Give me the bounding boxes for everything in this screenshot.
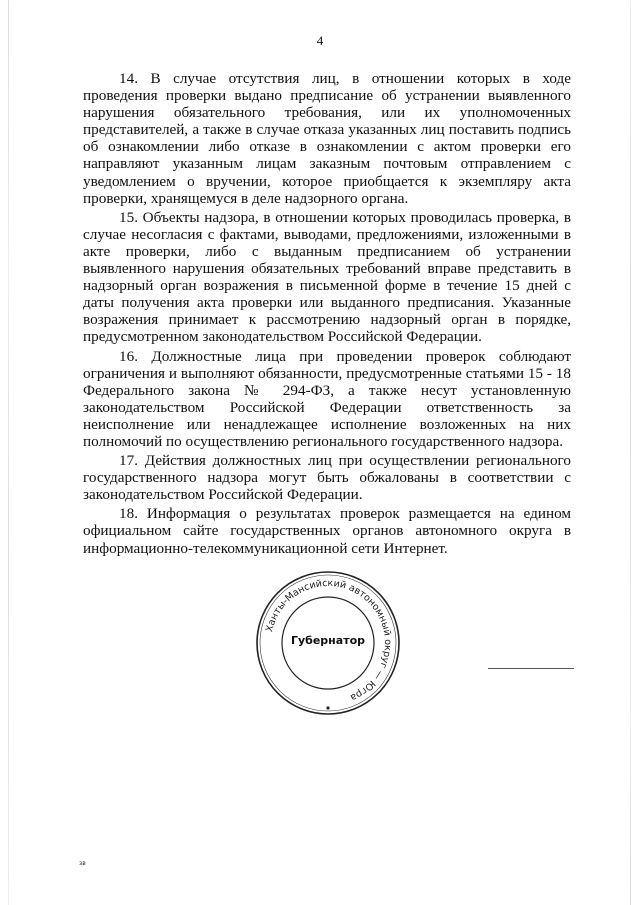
official-seal [253, 568, 403, 718]
scan-edge-left [8, 0, 9, 905]
paragraph-17: 17. Действия должностных лиц при осуществлении регионального государственного надзора могут быть обжалованы в соответствии с законодательством Российской Федерации. [83, 452, 571, 504]
margin-mark: зв [79, 860, 86, 867]
signature-line [488, 668, 574, 669]
paragraph-15: 15. Объекты надзора, в отношении которых проводилась проверка, в случае несогласия с фактами, выводами, предложениями, изложенными в акте проверки, либо с выданным предписанием об устранении выявленного нарушения обязательных требований вправе представить в надзорный орган возражения в письменной форме в течение 15 дней с даты получения акта проверки или выданного предписания. Указанные возражения принимает к рассмотрению надзорный орган в порядке, предусмотренном законодательством Российской Федерации. [83, 208, 571, 346]
paragraph-16: 16. Должностные лица при проведении проверок соблюдают ограничения и выполняют обязанности, предусмотренные статьями 15 - 18 Федерального закона № 294-ФЗ, а также несут установленную законодательством Российской Федерации ответственность за неисполнение или ненадлежащее исполнение возложенных на них полномочий по осуществлению регионального государственного надзора. [83, 347, 571, 450]
seal-dot [326, 706, 329, 709]
paragraph-14: 14. В случае отсутствия лиц, в отношении которых в ходе проведения проверки выдано предписание об устранении выявленного нарушения обязательного требования, или их уполномоченных представителей, а также в случае отказа указанных лиц поставить подпись об ознакомлении либо отказе в ознакомлении с актом проверки его направляют указанным лицам заказным почтовым отправлением с уведомлением о вручении, которое приобщается к экземпляру акта проверки, хранящемуся в деле надзорного органа. [83, 70, 571, 207]
scan-edge-right [630, 0, 631, 905]
seal-ring-textpath: Ханты-Мансийский автономный округ — Югра [264, 577, 394, 704]
document-body [83, 70, 571, 559]
page-number: 4 [316, 33, 324, 48]
paragraph-18: 18. Информация о результатах проверок размещается на едином официальном сайте государственных органов автономного округа в информационно-телекоммуникационной сети Интернет. [83, 505, 571, 557]
seal-center-text: Губернатор [290, 634, 366, 647]
